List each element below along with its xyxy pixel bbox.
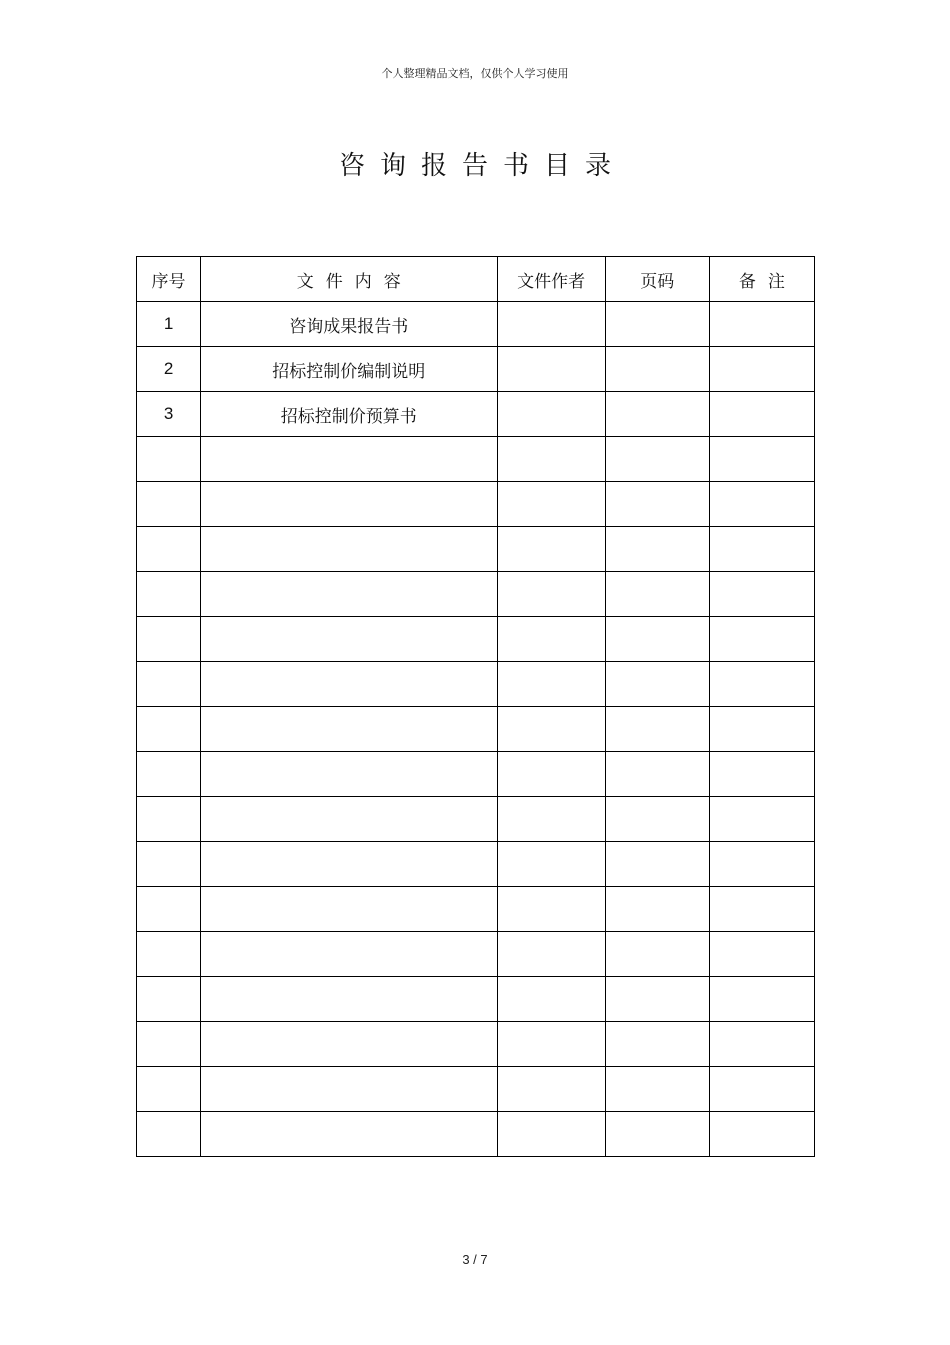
- cell-page: [605, 662, 709, 707]
- cell-note: [709, 1112, 814, 1157]
- cell-note: [709, 527, 814, 572]
- cell-page: [605, 347, 709, 392]
- page-number: 3 / 7: [462, 1252, 488, 1267]
- cell-no: [137, 797, 201, 842]
- cell-content: 咨询成果报告书: [201, 302, 497, 347]
- cell-no: 3: [137, 392, 201, 437]
- cell-page: [605, 797, 709, 842]
- cell-no: [137, 437, 201, 482]
- page-header-note: 个人整理精品文档，仅供个人学习使用: [381, 67, 569, 80]
- cell-page: [605, 752, 709, 797]
- cell-author: [497, 392, 605, 437]
- cell-note: [709, 887, 814, 932]
- cell-page: [605, 437, 709, 482]
- cell-no: [137, 572, 201, 617]
- table-row: [137, 347, 815, 392]
- cell-page: [605, 302, 709, 347]
- table-row: [137, 797, 815, 842]
- table-row: [137, 887, 815, 932]
- table-row: [137, 932, 815, 977]
- cell-content: [201, 1022, 497, 1067]
- cell-content: [201, 1067, 497, 1112]
- cell-no: [137, 617, 201, 662]
- cell-author: [497, 977, 605, 1022]
- cell-no: 2: [137, 347, 201, 392]
- cell-content: [201, 662, 497, 707]
- cell-note: [709, 707, 814, 752]
- cell-author: [497, 662, 605, 707]
- table-row: [137, 1112, 815, 1157]
- cell-content: [201, 572, 497, 617]
- cell-no: [137, 842, 201, 887]
- table-row: [137, 527, 815, 572]
- cell-content: [201, 932, 497, 977]
- table-header-row: [137, 257, 815, 302]
- column-header-no: 序号: [137, 257, 201, 302]
- table-row: [137, 617, 815, 662]
- cell-page: [605, 392, 709, 437]
- column-header-author: 文件作者: [497, 257, 605, 302]
- cell-page: [605, 527, 709, 572]
- table-row: [137, 752, 815, 797]
- cell-content: 招标控制价编制说明: [201, 347, 497, 392]
- cell-content: [201, 617, 497, 662]
- cell-no: 1: [137, 302, 201, 347]
- cell-no: [137, 527, 201, 572]
- table-body: [137, 302, 815, 1157]
- cell-no: [137, 482, 201, 527]
- cell-page: [605, 1112, 709, 1157]
- table-row: [137, 662, 815, 707]
- cell-note: [709, 1067, 814, 1112]
- table-row: [137, 842, 815, 887]
- cell-no: [137, 932, 201, 977]
- cell-content: [201, 842, 497, 887]
- cell-note: [709, 392, 814, 437]
- cell-note: [709, 437, 814, 482]
- cell-page: [605, 1067, 709, 1112]
- cell-page: [605, 617, 709, 662]
- cell-content: 招标控制价预算书: [201, 392, 497, 437]
- cell-author: [497, 617, 605, 662]
- column-header-content: 文件内容: [201, 257, 497, 302]
- cell-author: [497, 932, 605, 977]
- cell-page: [605, 842, 709, 887]
- cell-note: [709, 977, 814, 1022]
- table-row: [137, 572, 815, 617]
- cell-content: [201, 437, 497, 482]
- cell-author: [497, 797, 605, 842]
- cell-note: [709, 797, 814, 842]
- cell-no: [137, 1022, 201, 1067]
- cell-content: [201, 797, 497, 842]
- cell-author: [497, 752, 605, 797]
- cell-no: [137, 1067, 201, 1112]
- table-row: [137, 482, 815, 527]
- cell-author: [497, 1067, 605, 1112]
- cell-author: [497, 437, 605, 482]
- cell-page: [605, 932, 709, 977]
- table-row: [137, 1022, 815, 1067]
- cell-no: [137, 707, 201, 752]
- cell-no: [137, 887, 201, 932]
- cell-author: [497, 302, 605, 347]
- cell-content: [201, 482, 497, 527]
- cell-author: [497, 572, 605, 617]
- cell-content: [201, 752, 497, 797]
- table-row: [137, 707, 815, 752]
- cell-note: [709, 1022, 814, 1067]
- cell-author: [497, 1022, 605, 1067]
- table-row: [137, 1067, 815, 1112]
- toc-table: [136, 256, 815, 1157]
- cell-author: [497, 707, 605, 752]
- cell-author: [497, 1112, 605, 1157]
- cell-author: [497, 842, 605, 887]
- cell-content: [201, 887, 497, 932]
- table-row: [137, 392, 815, 437]
- cell-note: [709, 347, 814, 392]
- table-row: [137, 437, 815, 482]
- cell-note: [709, 482, 814, 527]
- cell-no: [137, 977, 201, 1022]
- cell-author: [497, 887, 605, 932]
- column-header-page: 页码: [605, 257, 709, 302]
- column-header-note: 备注: [709, 257, 814, 302]
- cell-page: [605, 977, 709, 1022]
- cell-note: [709, 752, 814, 797]
- cell-content: [201, 1112, 497, 1157]
- table-row: [137, 977, 815, 1022]
- cell-no: [137, 752, 201, 797]
- cell-note: [709, 572, 814, 617]
- cell-content: [201, 527, 497, 572]
- cell-author: [497, 347, 605, 392]
- cell-author: [497, 527, 605, 572]
- cell-note: [709, 617, 814, 662]
- cell-note: [709, 662, 814, 707]
- cell-note: [709, 932, 814, 977]
- document-title: 咨询报告书目录: [338, 151, 626, 181]
- cell-no: [137, 662, 201, 707]
- cell-content: [201, 707, 497, 752]
- table-row: [137, 302, 815, 347]
- cell-author: [497, 482, 605, 527]
- cell-note: [709, 842, 814, 887]
- cell-page: [605, 482, 709, 527]
- cell-note: [709, 302, 814, 347]
- cell-no: [137, 1112, 201, 1157]
- cell-page: [605, 707, 709, 752]
- cell-page: [605, 887, 709, 932]
- cell-page: [605, 572, 709, 617]
- cell-page: [605, 1022, 709, 1067]
- cell-content: [201, 977, 497, 1022]
